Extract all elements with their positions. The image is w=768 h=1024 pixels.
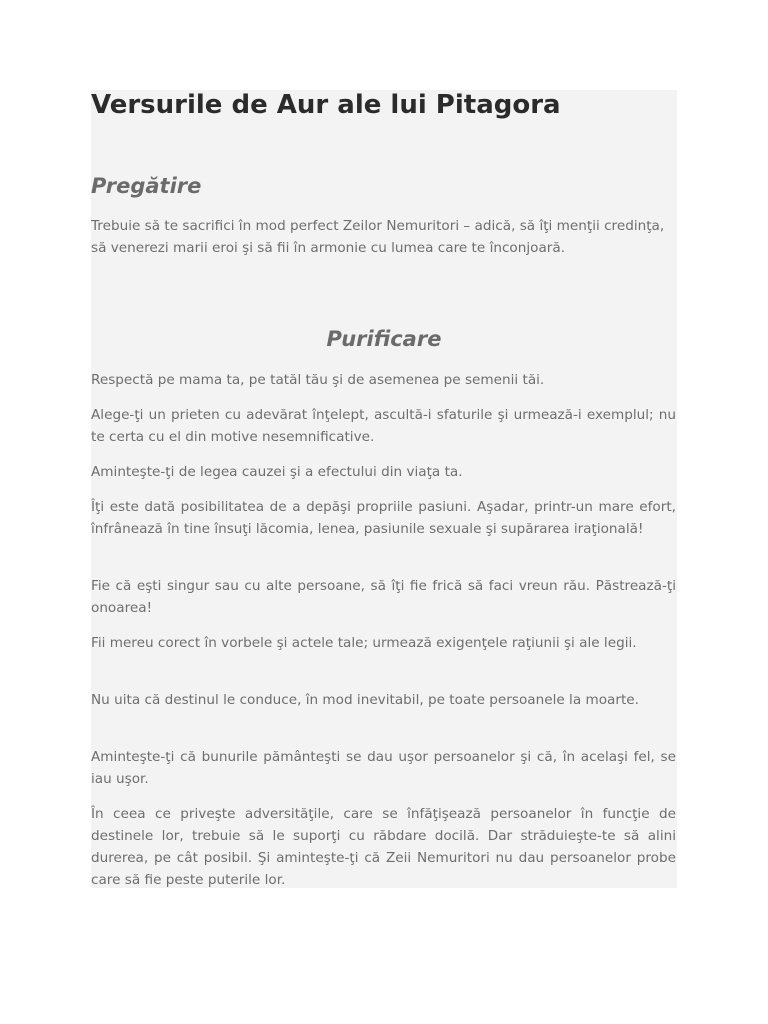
section-heading-purificare: Purificare <box>326 327 442 351</box>
paragraph-purificare-9: În ceea ce priveşte adversităţile, care se înfăţişează persoanelor în funcţie de destinele lor, trebuie să le suporţi cu răbdare docilă. Dar străduieşte-te să alini durerea, pe cât posibil. Şi aminteşte-ţi că Zeii Nemuritori nu dau persoanelor probe care să fie peste puterile lor. <box>91 806 676 888</box>
paragraph-purificare-1: Respectă pe mama ta, pe tatăl tău şi de asemenea pe semenii tăi. <box>91 372 545 388</box>
paragraph-purificare-4: Îţi este dată posibilitatea de a depăşi propriile pasiuni. Aşadar, printr-un mare efort, înfrânează în tine însuţi lăcomia, lenea, pasiunile sexuale şi supărarea iraţională! <box>91 499 676 537</box>
paragraph-purificare-7: Nu uita că destinul le conduce, în mod inevitabil, pe toate persoanele la moarte. <box>91 692 639 708</box>
paragraph-purificare-3: Aminteşte-ţi de legea cauzei şi a efectului din viaţa ta. <box>91 464 463 480</box>
document-title: Versurile de Aur ale lui Pitagora <box>91 90 561 120</box>
paragraph-purificare-6: Fii mereu corect în vorbele şi actele tale; urmează exigenţele raţiunii şi ale legii. <box>91 635 637 651</box>
paragraph-purificare-8: Aminteşte-ţi că bunurile pământeşti se dau uşor persoanelor şi că, în acelaşi fel, se iau uşor. <box>91 749 676 787</box>
section-heading-pregatire: Pregătire <box>91 174 202 198</box>
paragraph-purificare-5: Fie că eşti singur sau cu alte persoane, să îţi fie frică să faci vreun rău. Păstrează-ţi onoarea! <box>91 578 676 616</box>
paragraph-purificare-2: Alege-ţi un prieten cu adevărat înţelept, ascultă-i sfaturile şi urmează-i exemplul; nu te certa cu el din motive nesemnificative. <box>91 407 676 445</box>
paragraph-pregatire: Trebuie să te sacrifici în mod perfect Zeilor Nemuritori – adică, să îţi menţii credinţa, să venerezi marii eroi şi să fii în armonie cu lumea care te înconjoară. <box>91 218 665 256</box>
